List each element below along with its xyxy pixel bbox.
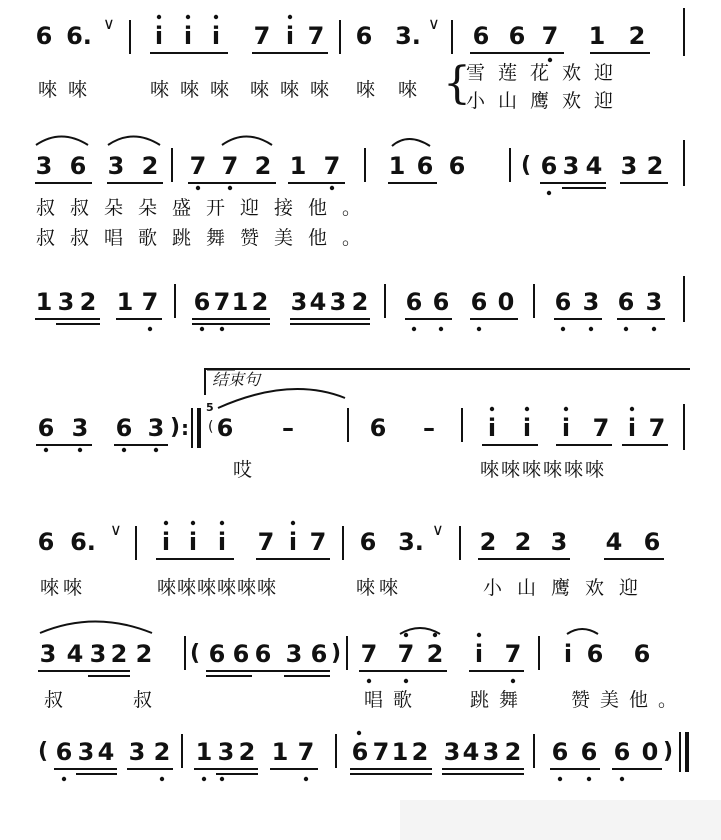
lyric-word: 赞美他。 <box>571 689 688 711</box>
barline <box>181 734 183 768</box>
note: 2 <box>141 152 159 180</box>
note: 3 <box>620 152 638 180</box>
page-corner-shade <box>400 800 721 840</box>
note: 7 <box>189 152 207 180</box>
note: 3 <box>482 738 500 766</box>
note: 3 <box>89 640 107 668</box>
lyric-word: 唻 <box>356 79 387 101</box>
barline <box>191 408 193 448</box>
note: 2 <box>251 288 269 316</box>
note: 3 <box>562 152 580 180</box>
note: 3. <box>395 22 421 50</box>
note: 7 <box>221 152 239 180</box>
note: 7 <box>213 288 231 316</box>
note: 3 <box>35 152 53 180</box>
note: 1 <box>231 288 249 316</box>
note: 7 <box>257 528 275 556</box>
note: 6 <box>617 288 635 316</box>
verse-brace: { <box>443 58 471 109</box>
note: i <box>211 22 221 50</box>
note: 4 <box>66 640 84 668</box>
lyric-word: 唻唻唻唻唻唻 <box>157 577 278 599</box>
note-dash: – <box>282 414 294 442</box>
note: 6 <box>232 640 250 668</box>
note: 0 <box>641 738 659 766</box>
note: 2 <box>426 640 444 668</box>
note: 6 <box>416 152 434 180</box>
note: 7 <box>253 22 271 50</box>
note: 4 <box>462 738 480 766</box>
note: 4 <box>97 738 115 766</box>
note: i <box>474 640 484 668</box>
barline <box>461 408 463 442</box>
barline <box>384 284 386 318</box>
barline <box>683 276 685 322</box>
lyric-word: 小山鹰欢迎 <box>483 577 654 599</box>
note: 6 <box>554 288 572 316</box>
note: 6. <box>66 22 92 50</box>
note: 6 <box>310 640 328 668</box>
grace-bracket: ( <box>208 419 214 435</box>
lyric-word: 哎 <box>233 459 264 481</box>
note: i <box>627 414 637 442</box>
barline <box>174 284 176 318</box>
note: 2 <box>135 640 153 668</box>
note: 1 <box>391 738 409 766</box>
barline <box>509 148 511 182</box>
note: 6 <box>208 640 226 668</box>
note: 6 <box>586 640 604 668</box>
note: 7 <box>397 640 415 668</box>
note: 7 <box>372 738 390 766</box>
note: 6 <box>470 288 488 316</box>
note: 6 <box>613 738 631 766</box>
note: 4 <box>605 528 623 556</box>
note: 6 <box>216 414 234 442</box>
lyric-word: 唻唻 <box>40 577 87 599</box>
note: 2 <box>79 288 97 316</box>
note: i <box>561 414 571 442</box>
barline <box>342 526 344 560</box>
note: 7 <box>307 22 325 50</box>
note: 2 <box>628 22 646 50</box>
barline <box>339 20 341 54</box>
lyric-verse-1: 雪莲花欢迎 <box>466 62 627 84</box>
grace-note: 5 <box>206 401 214 414</box>
lyric-verse-2: 叔叔唱歌跳舞赞美他。 <box>36 227 377 249</box>
barline <box>679 732 681 772</box>
note: 3 <box>39 640 57 668</box>
note: i <box>154 22 164 50</box>
note: 6 <box>369 414 387 442</box>
note: 7 <box>360 640 378 668</box>
lyric-word: 唻唻唻 <box>150 79 241 101</box>
note: 3 <box>582 288 600 316</box>
note: 6 <box>193 288 211 316</box>
note: 3 <box>107 152 125 180</box>
open-paren: ( <box>521 153 532 178</box>
close-paren: ) <box>170 415 181 440</box>
note: 7 <box>297 738 315 766</box>
note: 2 <box>351 288 369 316</box>
note: 2 <box>238 738 256 766</box>
note: 3 <box>443 738 461 766</box>
note: 6 <box>355 22 373 50</box>
note: 3 <box>550 528 568 556</box>
note: 6 <box>115 414 133 442</box>
barline <box>335 734 337 768</box>
note: 2 <box>479 528 497 556</box>
note: 7 <box>141 288 159 316</box>
note: 6 <box>472 22 490 50</box>
note: 3 <box>217 738 235 766</box>
note: 1 <box>289 152 307 180</box>
barline-final <box>685 732 689 772</box>
lyric-word: 跳舞 <box>470 689 529 711</box>
note: 6 <box>643 528 661 556</box>
barline <box>459 526 461 560</box>
note: 6 <box>551 738 569 766</box>
lyric-word: 唻唻 <box>38 79 99 101</box>
open-paren: ( <box>38 739 49 764</box>
lyric-word: 唻 <box>398 79 429 101</box>
note: 7 <box>504 640 522 668</box>
note: 2 <box>646 152 664 180</box>
note: 6 <box>580 738 598 766</box>
barline <box>533 284 535 318</box>
note: 7 <box>323 152 341 180</box>
note: 2 <box>254 152 272 180</box>
note: i <box>522 414 532 442</box>
note: 6 <box>37 528 55 556</box>
barline <box>364 148 366 182</box>
note-dash: – <box>423 414 435 442</box>
note: 3 <box>128 738 146 766</box>
note: 1 <box>116 288 134 316</box>
note: i <box>563 640 573 668</box>
note: 0 <box>497 288 515 316</box>
note: 6 <box>432 288 450 316</box>
note: 6 <box>359 528 377 556</box>
note: 7 <box>592 414 610 442</box>
note: 1 <box>35 288 53 316</box>
note: 6 <box>448 152 466 180</box>
close-paren: ) <box>663 739 674 764</box>
note: 2 <box>504 738 522 766</box>
note: i <box>183 22 193 50</box>
repeat-dots: : <box>181 416 189 440</box>
barline-heavy <box>197 408 201 448</box>
lyric-word: 唻唻唻唻唻唻 <box>480 459 607 481</box>
note: 1 <box>588 22 606 50</box>
barline <box>129 20 131 54</box>
note: 3 <box>290 288 308 316</box>
breath-mark: ∨ <box>428 14 440 33</box>
note: i <box>161 528 171 556</box>
barline <box>347 408 349 442</box>
note: 7 <box>309 528 327 556</box>
note: 6 <box>540 152 558 180</box>
note: 1 <box>271 738 289 766</box>
note: 4 <box>309 288 327 316</box>
lyric-word: 唻唻 <box>356 577 403 599</box>
note: 4 <box>585 152 603 180</box>
barline <box>451 20 453 54</box>
note: i <box>285 22 295 50</box>
note: 3 <box>77 738 95 766</box>
note: 6 <box>254 640 272 668</box>
barline <box>683 8 685 56</box>
barline <box>184 636 186 670</box>
note: 2 <box>411 738 429 766</box>
barline <box>171 148 173 182</box>
note: 2 <box>514 528 532 556</box>
note: 3 <box>57 288 75 316</box>
note: 3 <box>645 288 663 316</box>
note: 6 <box>351 738 369 766</box>
note: 6 <box>633 640 651 668</box>
note: i <box>188 528 198 556</box>
note: 2 <box>110 640 128 668</box>
note: 6 <box>508 22 526 50</box>
lyric-word: 唻唻唻 <box>250 79 341 101</box>
barline <box>683 404 685 450</box>
lyric-word: 唱歌 <box>364 689 423 711</box>
note: 3. <box>398 528 424 556</box>
lyric-verse-2: 小山鹰欢迎 <box>466 90 627 112</box>
open-paren: ( <box>190 641 201 666</box>
note: 6 <box>69 152 87 180</box>
note: 3 <box>329 288 347 316</box>
note: i <box>217 528 227 556</box>
close-paren: ) <box>331 641 342 666</box>
lyric-verse-1: 叔叔朵朵盛开迎接他。 <box>36 197 377 219</box>
ending-label: 结束句 <box>212 370 261 389</box>
note: 7 <box>541 22 559 50</box>
note: 1 <box>388 152 406 180</box>
note: 3 <box>71 414 89 442</box>
note: 6 <box>35 22 53 50</box>
barline <box>538 636 540 670</box>
barline <box>683 140 685 186</box>
barline <box>346 636 348 670</box>
breath-mark: ∨ <box>432 520 444 539</box>
lyric-word: 叔 <box>133 689 164 711</box>
note: 7 <box>648 414 666 442</box>
note: 3 <box>285 640 303 668</box>
note: 1 <box>195 738 213 766</box>
barline <box>135 526 137 560</box>
note: i <box>487 414 497 442</box>
note: 6. <box>70 528 96 556</box>
note: 6 <box>55 738 73 766</box>
breath-mark: ∨ <box>103 14 115 33</box>
breath-mark: ∨ <box>110 520 122 539</box>
barline <box>533 734 535 768</box>
lyric-word: 叔 <box>44 689 75 711</box>
note: 2 <box>153 738 171 766</box>
note: 6 <box>405 288 423 316</box>
note: i <box>288 528 298 556</box>
note: 6 <box>37 414 55 442</box>
note: 3 <box>147 414 165 442</box>
